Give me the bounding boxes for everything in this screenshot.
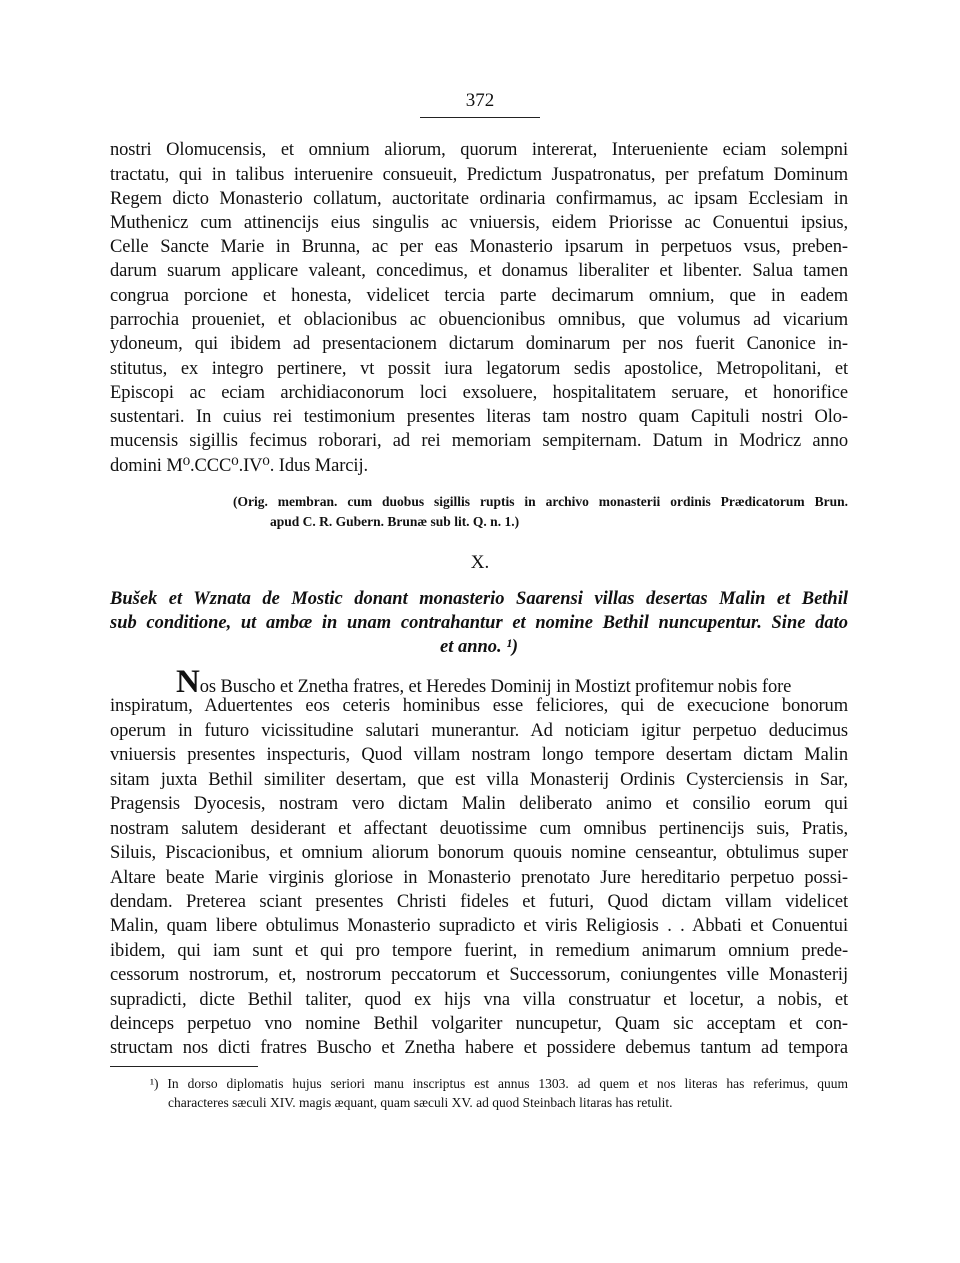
footnote-rule [110,1066,258,1067]
page-number-rule [420,117,540,118]
text-line: Celle Sancte Marie in Brunna, ac per eas Monasterio ipsarum in perpetuos vsus, preben- [110,237,848,257]
section-number: X. [470,552,490,573]
text-line: operum in futuro vicissitudine salutari munerantur. Ad noticiam igitur perpetuo deducimus [110,721,848,741]
rubric-line: et anno. ¹) [439,637,518,657]
text-line: structam nos dicti fratres Buscho et Znetha habere et possidere debemus tantum ad tempora [110,1038,848,1058]
text-line: Episcopi ac eciam archidiaconorum loci exsoluere, hospitalitatem seruare, et honorifice [110,383,848,403]
text-line: tractatu, qui in talibus interuenire consueuit, Predictum Juspatronatus, per prefatum Dominum [110,165,848,185]
text-line: Altare beate Marie virginis gloriose in Monasterio prenotato Jure hereditario perpetuo possi- [110,868,848,888]
text-line: Regem dicto Monasterio collatum, auctoritate ordinaria confirmamus, ac ipsam Ecclesiam in [110,189,848,209]
text-line: Muthenicz cum attinencijs eius singulis ac vniuersis, eidem Priorisse ac Conuentui ipsius, [110,213,848,233]
page-number: 372 [465,90,495,111]
text-line: congrua porcione et honesta, videlicet tercia parte decimarum omnium, que in eadem [110,286,848,306]
text-line: nostri Olomucensis, et omnium aliorum, quorum intererat, Interueniente eciam solempni [110,140,848,160]
source-note-line: (Orig. membran. cum duobus sigillis ruptis in archivo monasterii ordinis Prædicatorum Brun. [233,494,848,509]
footnote-line: characteres sæculi XIV. magis æquant, quam sæculi XV. ad quod Steinbach litaras has retulit. [168,1095,673,1110]
text-line: parrochia proueniet, et oblacionibus ac obuencionibus omnibus, que volumus ad vicarium [110,310,848,330]
text-line: ibidem, qui iam sunt et qui pro tempore fuerint, in remedium animarum omnium prede- [110,941,848,961]
text-line: dendam. Preterea sciant presentes Christi fideles et futuri, Quod dictam villam videlicet [110,892,848,912]
text-line: mucensis sigillis fecimus roborari, ad rei memoriam sempiternam. Datum in Modricz anno [110,431,848,451]
source-note-line: apud C. R. Gubern. Brunæ sub lit. Q. n. 1.) [270,514,520,529]
text-line: cessorum nostrorum, et, nostrorum peccatorum et Successorum, coniungentes ville Monasterij [110,965,848,985]
rubric-line: sub conditione, ut ambæ in unam contrahantur et nomine Bethil nuncupentur. Sine dato [110,613,848,633]
footnote-line: ¹) In dorso diplomatis hujus seriori manu inscriptus est annus 1303. ad quem et nos literas has referimus, quum [150,1076,848,1091]
text-line: domini M⁰.CCC⁰.IV⁰. Idus Marcij. [110,456,369,476]
text-line: sitam juxta Bethil similiter desertam, que est villa Monasterij Ordinis Cysterciensis in Sar, [110,770,848,790]
text-line: nostram salutem desiderant et affectant deuotissime cum omnibus pertinencijs suis, Pratis, [110,819,848,839]
text-line: Pragensis Dyocesis, nostram vero dictam Malin deliberato animo et consilio eorum qui [110,794,848,814]
text-line: inspiratum, Aduertentes eos ceteris hominibus esse feliciores, qui de execucione bonorum [110,696,848,716]
rubric-line: Bušek et Wznata de Mostic donant monasterio Saarensi villas desertas Malin et Bethil [110,589,848,609]
initial-letter: N [176,664,200,700]
text-line: darum suarum applicare valeant, concedimus, et donamus liberaliter et libenter. Salua tamen [110,261,848,281]
text-line: Malin, quam libere obtulimus Monasterio supradicto et viris Religiosis . . Abbati et Conuentui [110,916,848,936]
text-line: supradicti, dicte Bethil taliter, quod ex hijs vna villa construatur et locetur, a nobis, et [110,990,848,1010]
text-line: Siluis, Piscacionibus, et omnium aliorum bonorum quouis nomine censeantur, obtulimus super [110,843,848,863]
text-line: deinceps perpetuo vno nomine Bethil volgariter nuncupetur, Quam sic acceptam et con- [110,1014,848,1034]
text-line: stitutus, ex integro pertinere, vt possit iura legatorum sedis apostolice, Metropolitani, et [110,359,848,379]
text-line: ydoneum, qui ibidem ad presentacionem dictarum dominarum per nos fuerit Canonice in- [110,334,848,354]
text-line: vniuersis presentes inspecturis, Quod villam nostram longo tempore desertam dictam Malin [110,745,848,765]
first-line-text: os Buscho et Znetha fratres, et Heredes Dominij in Mostizt profitemur nobis fore [199,677,792,697]
text-line: sustentari. In cuius rei testimonium presentes literas tam nostro quam Capituli nostri Olo- [110,407,848,427]
